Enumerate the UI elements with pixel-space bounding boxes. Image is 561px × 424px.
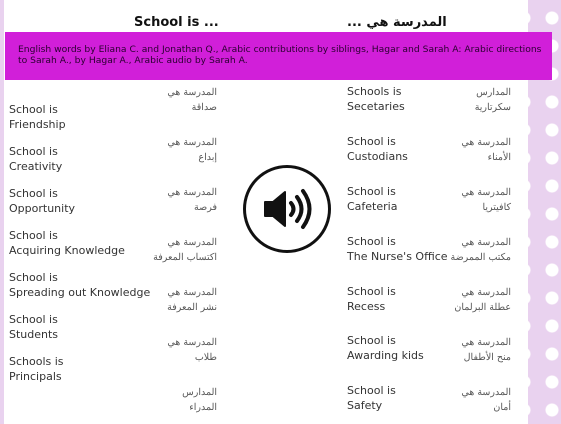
list-item: المدرسة هي إبداع [167, 137, 217, 163]
list-item: المدرسة هي منح الأطفال [461, 337, 511, 363]
english-title: School is ... [134, 15, 219, 30]
list-item: School is Custodians [347, 135, 408, 163]
list-item: Schools is Secetaries [347, 85, 405, 113]
list-item: School is Acquiring Knowledge [9, 229, 125, 257]
list-item: المدرسة هي صداقة [167, 87, 217, 113]
list-item: School is Safety [347, 384, 396, 412]
list-item: School is Opportunity [9, 187, 76, 215]
credits-banner: English words by Eliana C. and Jonathan Q., Arabic contributions by siblings, Hagar and Sarah A: Arabic directions to Sarah A., by Hagar A., Arabic audio by Sarah A. [5, 32, 552, 80]
list-item: المدرسة هي طلاب [167, 337, 217, 363]
list-item: المدرسة هي فرصة [167, 187, 217, 213]
list-item: المدرسة هي أمان [461, 387, 511, 413]
list-item: School is Cafeteria [347, 185, 398, 213]
list-item: School is Friendship [9, 103, 66, 131]
list-item: المدارس سكرتارية [474, 87, 511, 113]
list-item: المدرسة هي مكتب الممرضة [450, 237, 511, 263]
list-item: المدرسة هي اكتساب المعرفة [153, 237, 217, 263]
list-item: School is Spreading out Knowledge [9, 271, 151, 299]
arabic-title: المدرسة هي ... [347, 15, 447, 30]
audio-play-button[interactable] [243, 165, 331, 253]
speaker-icon [246, 168, 328, 250]
list-item: School is Creativity [9, 145, 63, 173]
list-item: Schools is Principals [9, 355, 64, 383]
list-item: School is Awarding kids [347, 334, 424, 362]
list-item: المدارس المدراء [182, 387, 217, 413]
list-item: School is Students [9, 313, 59, 341]
list-item: المدرسة هي عطلة البرلمان [454, 287, 511, 313]
list-item: المدرسة هي كافيتريا [461, 187, 511, 213]
list-item: School is The Nurse's Office [347, 235, 448, 263]
list-item: المدرسة هي نشر المعرفة [167, 287, 217, 313]
list-item: المدرسة هي الأمناء [461, 137, 511, 163]
list-item: School is Recess [347, 285, 396, 313]
